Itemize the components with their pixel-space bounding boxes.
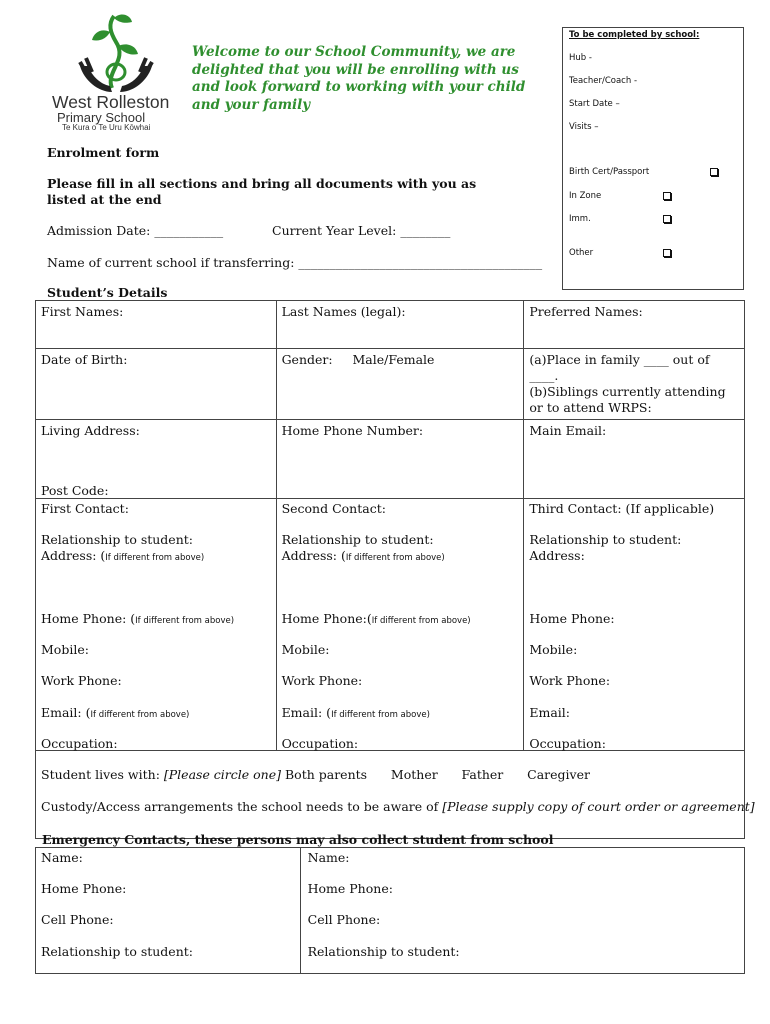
- place-in-family-label: (a)Place in family ____ out of ____.: [529, 352, 710, 383]
- other-checkbox[interactable]: [663, 249, 671, 257]
- siblings-label: (b)Siblings currently attending or to attend WRPS:: [529, 384, 726, 415]
- third-contact-label: Third Contact: (If applicable): [529, 501, 715, 516]
- sprout-hands-icon: [50, 10, 182, 100]
- second-contact-label: Second Contact:: [281, 501, 386, 516]
- email-text: Email: (: [41, 705, 91, 720]
- if-different-note: If different from above): [371, 616, 471, 626]
- mobile-label: Mobile:: [41, 642, 89, 657]
- home-phone-text: Home Phone:(: [281, 611, 372, 626]
- emergency-name-label: Name:: [307, 850, 350, 865]
- family-cell[interactable]: [524, 349, 745, 420]
- in-zone-checkbox[interactable]: [663, 192, 671, 200]
- address-label: [41, 548, 204, 566]
- address-text: Address: (: [41, 548, 106, 563]
- school-subtitle: Primary School: [57, 110, 146, 125]
- email-text: Email: (: [281, 705, 332, 720]
- student-details-table: [35, 300, 755, 839]
- start-date-label: Start Date –: [569, 99, 620, 109]
- custody-instruction: [Please supply copy of court order or agreement]: [442, 799, 755, 814]
- relationship-label: Relationship to student:: [529, 532, 682, 547]
- first-contact-cell[interactable]: [36, 499, 277, 751]
- occupation-label: Occupation:: [41, 736, 118, 751]
- birth-cert-checkbox[interactable]: [710, 168, 718, 176]
- first-contact-label: First Contact:: [41, 501, 129, 516]
- custody-label: Custody/Access arrangements the school needs to be aware of: [41, 799, 443, 814]
- hub-label: Hub -: [569, 53, 592, 63]
- home-phone-label: [282, 611, 471, 629]
- school-use-box: [562, 27, 744, 290]
- preferred-names-cell[interactable]: [524, 301, 745, 349]
- home-phone-label: [41, 611, 234, 629]
- current-school-field[interactable]: Name of current school if transferring: _______________________________________: [47, 255, 543, 270]
- emergency-cell-phone-label: Cell Phone:: [307, 912, 381, 927]
- relationship-label: Relationship to student:: [41, 532, 193, 547]
- mother-option[interactable]: Mother: [390, 767, 438, 782]
- teacher-label: Teacher/Coach -: [569, 76, 638, 86]
- school-name: West Rolleston: [52, 92, 170, 112]
- admission-date-field[interactable]: Admission Date: ___________: [47, 223, 224, 238]
- third-contact-cell[interactable]: [524, 499, 745, 751]
- occupation-label: Occupation:: [281, 736, 359, 751]
- both-parents-option[interactable]: Both parents: [281, 767, 368, 782]
- address-label: [282, 548, 445, 566]
- last-names-label: Last Names (legal):: [281, 304, 406, 319]
- email-label: Email:: [529, 705, 570, 720]
- preferred-names-label: Preferred Names:: [529, 304, 643, 319]
- emergency-contacts-table: [35, 847, 745, 974]
- circle-one-instruction: [Please circle one]: [163, 767, 282, 782]
- main-email-cell[interactable]: [524, 420, 745, 499]
- in-zone-label: In Zone: [569, 191, 602, 201]
- address-text: Address: (: [281, 548, 346, 563]
- occupation-label: Occupation:: [529, 736, 606, 751]
- lives-with-label: Student lives with:: [41, 767, 164, 782]
- year-level-field[interactable]: Current Year Level: ________: [272, 223, 451, 238]
- main-email-label: Main Email:: [529, 423, 607, 438]
- emergency-home-phone-label: Home Phone:: [307, 881, 393, 896]
- if-different-note: If different from above): [105, 553, 205, 563]
- living-address-label: Living Address:: [41, 423, 140, 438]
- second-contact-cell[interactable]: [276, 499, 524, 751]
- father-option[interactable]: Father: [461, 767, 504, 782]
- emergency-home-phone-label: Home Phone:: [41, 881, 127, 896]
- form-title: Enrolment form: [47, 145, 160, 160]
- last-names-cell[interactable]: [276, 301, 524, 349]
- emergency-relationship-label: Relationship to student:: [307, 944, 460, 959]
- email-label: [282, 705, 430, 723]
- mobile-label: Mobile:: [529, 642, 578, 657]
- emergency-name-label: Name:: [41, 850, 83, 865]
- address-label: Address:: [529, 548, 585, 563]
- student-details-heading: Student’s Details: [47, 285, 168, 300]
- first-names-cell[interactable]: [36, 301, 277, 349]
- dob-label: Date of Birth:: [41, 352, 128, 367]
- email-label: [41, 705, 189, 723]
- lives-with-line: [41, 767, 590, 783]
- home-phone-number-label: Home Phone Number:: [281, 423, 424, 438]
- welcome-message: Welcome to our School Community, we are delighted that you will be enrolling with us and look forward to working with your child and your family: [192, 44, 526, 113]
- emergency-contact-1-cell[interactable]: [36, 848, 301, 974]
- first-names-label: First Names:: [41, 304, 124, 319]
- home-phone-cell[interactable]: [276, 420, 524, 499]
- emergency-cell-phone-label: Cell Phone:: [41, 912, 114, 927]
- address-cell[interactable]: [36, 420, 277, 499]
- postcode-label: Post Code:: [41, 483, 109, 498]
- emergency-contact-2-cell[interactable]: [300, 848, 744, 974]
- mobile-label: Mobile:: [281, 642, 330, 657]
- imm-checkbox[interactable]: [663, 215, 671, 223]
- work-phone-label: Work Phone:: [529, 673, 611, 688]
- gender-options[interactable]: Male/Female: [352, 352, 435, 367]
- lives-with-cell: [36, 751, 755, 839]
- caregiver-option[interactable]: Caregiver: [527, 767, 590, 782]
- home-phone-label: Home Phone:: [529, 611, 615, 626]
- gender-cell[interactable]: [276, 349, 524, 420]
- other-label: Other: [569, 248, 594, 258]
- school-maori-name: Te Kura o Te Uru Kōwhai: [62, 123, 151, 132]
- school-box-title: To be completed by school:: [569, 30, 700, 40]
- form-instruction: Please fill in all sections and bring all documents with you as listed at the end: [47, 176, 477, 207]
- work-phone-label: Work Phone:: [41, 673, 122, 688]
- if-different-note: If different from above): [135, 616, 235, 626]
- custody-line: [41, 799, 755, 815]
- emergency-relationship-label: Relationship to student:: [41, 944, 193, 959]
- home-phone-text: Home Phone: (: [41, 611, 136, 626]
- if-different-note: If different from above): [331, 710, 430, 720]
- birth-cert-label: Birth Cert/Passport: [569, 167, 650, 177]
- dob-cell[interactable]: [36, 349, 277, 420]
- imm-label: Imm.: [569, 214, 591, 224]
- relationship-label: Relationship to student:: [281, 532, 434, 547]
- if-different-note: If different from above): [345, 553, 445, 563]
- gender-label: Gender:: [281, 352, 333, 367]
- visits-label: Visits –: [569, 122, 599, 132]
- if-different-note: If different from above): [90, 710, 190, 720]
- emergency-heading: Emergency Contacts, these persons may also collect student from school: [42, 832, 554, 847]
- work-phone-label: Work Phone:: [281, 673, 363, 688]
